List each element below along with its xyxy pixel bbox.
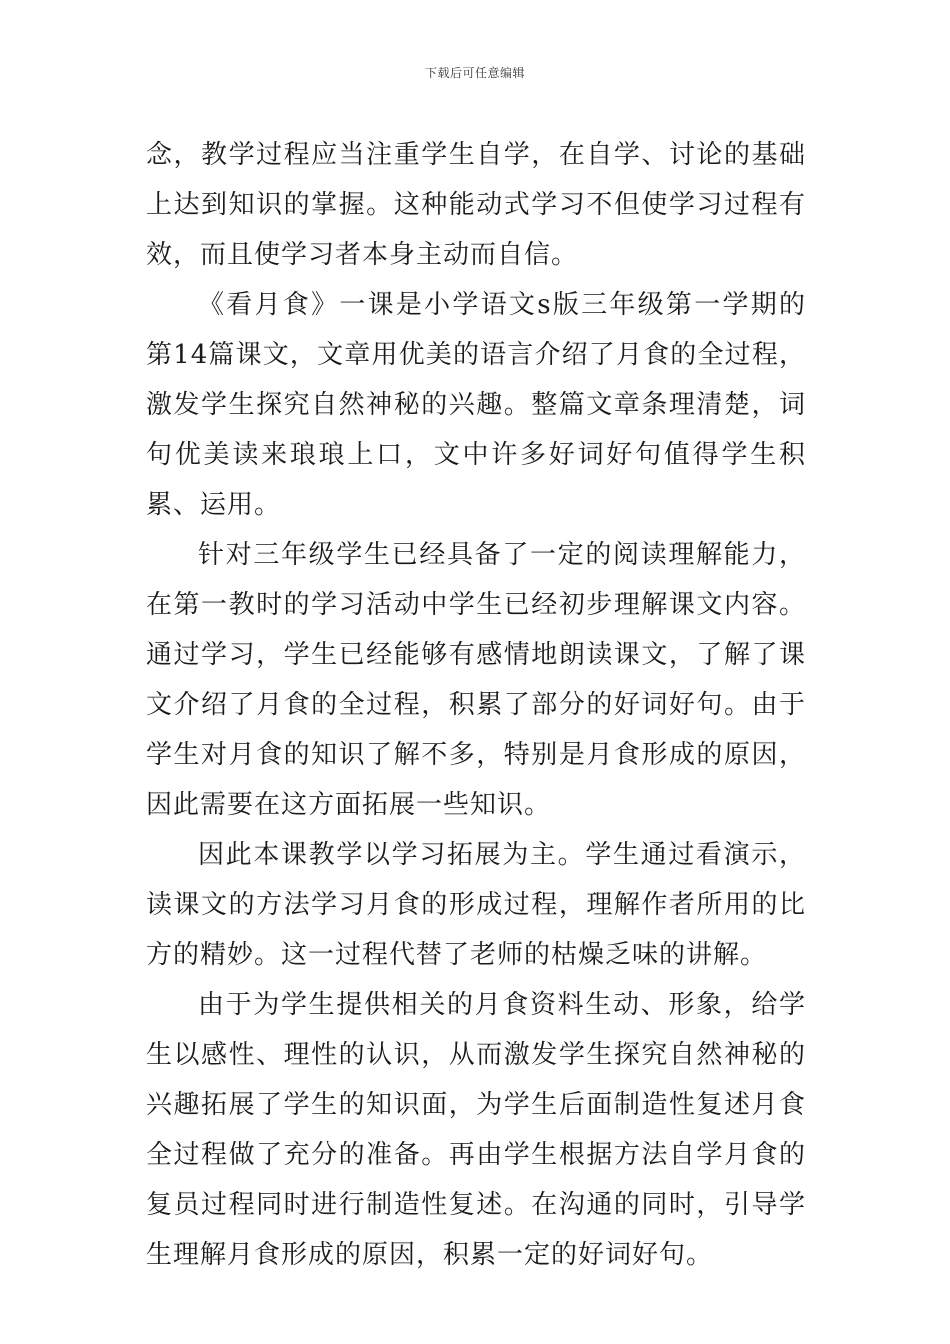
header-note: 下载后可任意编辑: [424, 66, 525, 80]
paragraph-lesson-intro: 《看月食》一课是小学语文s版三年级第一学期的第14篇课文，文章用优美的语言介绍了月食的全过程，激发学生探究自然神秘的兴趣。整篇文章条理清楚，词句优美读来琅琅上口，文中许多好词好句值得学生积累、运用。: [146, 290, 806, 520]
paragraph-teaching-method: 由于为学生提供相关的月食资料生动、形象，给学生以感性、理性的认识，从而激发学生探究自然神秘的兴趣拓展了学生的知识面，为学生后面制造性复述月食全过程做了充分的准备。再由学生根据方法自学月食的复员过程同时进行制造性复述。在沟通的同时，引导学生理解月食形成的原因，积累一定的好词好句。: [146, 990, 806, 1270]
paragraph-student-analysis: 针对三年级学生已经具备了一定的阅读理解能力，在第一教时的学习活动中学生已经初步理解课文内容。通过学习，学生已经能够有感情地朗读课文，了解了课文介绍了月食的全过程，积累了部分的好词好句。由于学生对月食的知识了解不多，特别是月食形成的原因，因此需要在这方面拓展一些知识。: [146, 540, 806, 820]
document-body: [146, 130, 806, 1280]
paragraph-continuation: 念，教学过程应当注重学生自学，在自学、讨论的基础上达到知识的掌握。这种能动式学习不但使学习过程有效，而且使学习者本身主动而自信。: [146, 140, 806, 270]
paragraph-teaching-focus: 因此本课教学以学习拓展为主。学生通过看演示，读课文的方法学习月食的形成过程，理解作者所用的比方的精妙。这一过程代替了老师的枯燥乏味的讲解。: [146, 840, 806, 970]
